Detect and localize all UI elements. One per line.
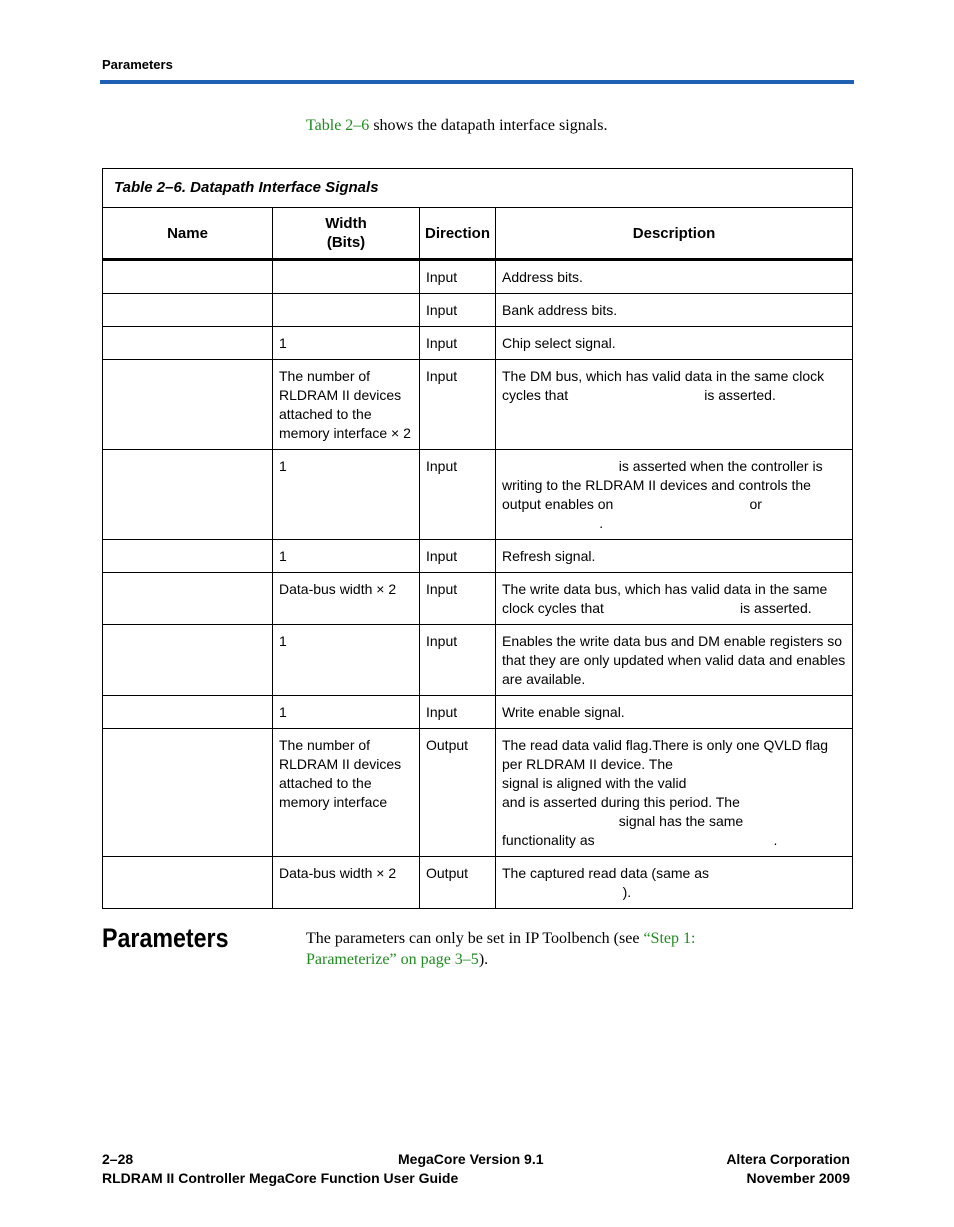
signal-name-cell (103, 857, 273, 909)
direction-cell: Input (420, 327, 496, 360)
signal-name-cell (103, 327, 273, 360)
description-cell: Enables the write data bus and DM enable registers so that they are only updated when valid data and enables are available. (496, 625, 853, 696)
table-row (103, 625, 853, 696)
description-cell: Bank address bits. (496, 294, 853, 327)
width-cell (273, 294, 420, 327)
datapath-signals-table (102, 168, 853, 909)
direction-cell: Input (420, 450, 496, 540)
direction-cell: Input (420, 625, 496, 696)
publish-date: November 2009 (746, 1170, 850, 1186)
signal-name-cell (103, 696, 273, 729)
width-cell: 1 (273, 450, 420, 540)
col-header-description: Description (496, 208, 853, 260)
table-link[interactable]: Table 2–6 (306, 117, 370, 134)
table-body (103, 260, 853, 909)
signal-name-cell (103, 540, 273, 573)
description-cell: The DM bus, which has valid data in the same clock cycles that is asserted. (496, 360, 853, 450)
section-title: Parameters (102, 923, 229, 953)
direction-cell: Input (420, 696, 496, 729)
direction-cell: Input (420, 294, 496, 327)
description-cell: The write data bus, which has valid data in the same clock cycles that is asserted. (496, 573, 853, 625)
width-cell: 1 (273, 540, 420, 573)
signal-name-cell (103, 729, 273, 857)
intro-text: shows the datapath interface signals. (369, 117, 608, 134)
guide-title: RLDRAM II Controller MegaCore Function User Guide (102, 1170, 459, 1186)
direction-cell: Input (420, 260, 496, 294)
table-row (103, 573, 853, 625)
table-row (103, 260, 853, 294)
description-cell: is asserted when the controller is writing to the RLDRAM II devices and controls the output enables on or . (496, 450, 853, 540)
table-row (103, 540, 853, 573)
running-header: Parameters (102, 57, 173, 72)
footer-right (726, 1150, 850, 1188)
direction-cell: Output (420, 729, 496, 857)
description-cell: The captured read data (same as ). (496, 857, 853, 909)
intro-paragraph (306, 117, 607, 135)
width-cell: Data-bus width × 2 (273, 857, 420, 909)
header-rule (100, 80, 854, 84)
section-body (306, 928, 786, 970)
signal-name-cell (103, 294, 273, 327)
direction-cell: Input (420, 573, 496, 625)
col-header-width: Width (Bits) (273, 208, 420, 260)
description-cell: Refresh signal. (496, 540, 853, 573)
width-cell: The number of RLDRAM II devices attached to the memory interface × 2 (273, 360, 420, 450)
description-cell: The read data valid flag.There is only one QVLD flag per RLDRAM II device. The signal is aligned with the valid and is asserted during this period. The signal has the same functionality as . (496, 729, 853, 857)
section-text-before: The parameters can only be set in IP Toolbench (see (306, 930, 644, 947)
description-cell: Address bits. (496, 260, 853, 294)
signal-name-cell (103, 360, 273, 450)
width-cell: 1 (273, 696, 420, 729)
table-caption-row (103, 169, 853, 208)
table-row (103, 696, 853, 729)
direction-cell: Output (420, 857, 496, 909)
table-row (103, 857, 853, 909)
table-caption: Table 2–6. Datapath Interface Signals (103, 169, 853, 208)
width-cell: The number of RLDRAM II devices attached to the memory interface (273, 729, 420, 857)
col-header-name: Name (103, 208, 273, 260)
step1-link[interactable]: “Step 1: Parameterize” on page 3–5 (306, 930, 696, 968)
width-cell: Data-bus width × 2 (273, 573, 420, 625)
col-header-direction: Direction (420, 208, 496, 260)
width-cell (273, 260, 420, 294)
width-cell: 1 (273, 625, 420, 696)
table-row (103, 360, 853, 450)
company-name: Altera Corporation (726, 1151, 850, 1167)
signal-name-cell (103, 625, 273, 696)
table-header-row (103, 208, 853, 260)
direction-cell: Input (420, 540, 496, 573)
direction-cell: Input (420, 360, 496, 450)
signal-name-cell (103, 260, 273, 294)
section-text-after: ). (478, 951, 489, 968)
table-row (103, 729, 853, 857)
description-cell: Chip select signal. (496, 327, 853, 360)
footer-version: MegaCore Version 9.1 (398, 1151, 544, 1167)
table-row (103, 450, 853, 540)
signal-name-cell (103, 573, 273, 625)
table-row (103, 327, 853, 360)
table-row (103, 294, 853, 327)
description-cell: Write enable signal. (496, 696, 853, 729)
signal-name-cell (103, 450, 273, 540)
width-cell: 1 (273, 327, 420, 360)
page-number: 2–28 (102, 1151, 134, 1167)
